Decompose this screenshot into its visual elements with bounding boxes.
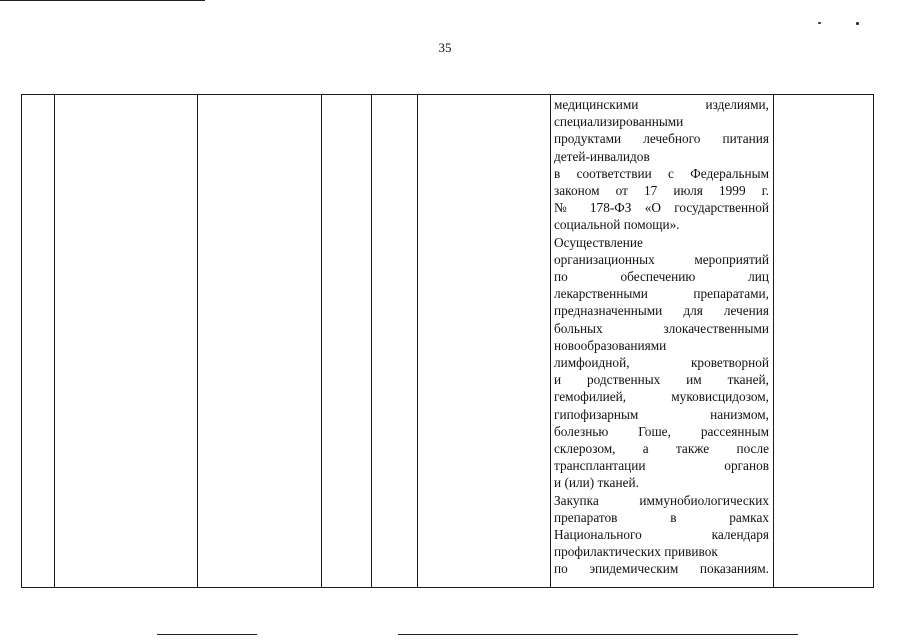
content-line: по обеспечению лиц [554,269,769,285]
content-line: специализированными [554,114,684,130]
content-line: болезнью Гоше, рассеянным [554,423,769,439]
content-line: и (или) тканей. [554,475,639,491]
content-line: лекарственными препаратами, [554,286,769,302]
content-line: медицинскими изделиями, [554,97,769,112]
table-cell-empty [774,95,874,588]
content-line: организационных мероприятий [554,251,769,267]
scan-mark [856,22,859,25]
content-text [551,95,773,578]
content-line: Национального календаря [554,527,769,543]
content-line: препаратов в рамках [554,509,769,525]
table-cell-empty [322,95,372,588]
content-line: гипофизарным нанизмом, [554,406,769,422]
content-line: продуктами лечебного питания [554,131,769,147]
table-cell-empty [22,95,55,588]
table-cell-content [551,95,774,588]
scan-mark [818,22,821,24]
table-cell-empty [198,95,322,588]
content-line: профилактических прививок [554,544,718,560]
content-line: больных злокачественными [554,320,769,336]
document-table [21,94,874,588]
content-line: предназначенными для лечения [554,303,769,319]
content-line: социальной помощи». [554,217,680,233]
content-line: и родственных им тканей, [554,372,769,388]
content-line: трансплантации органов [554,458,769,474]
table-cell-empty [55,95,198,588]
scan-top-edge-line [0,0,205,1]
content-line: новообразованиями [554,337,667,353]
content-line: в соответствии с Федеральным [554,165,769,181]
table-cell-empty [372,95,418,588]
scan-bottom-line [398,634,798,635]
page-number: 35 [438,40,452,55]
content-line: Закупка иммунобиологических [554,492,769,508]
content-line: № 178-ФЗ «О государственной [554,200,769,216]
table-cell-empty [418,95,551,588]
content-line: гемофилией, муковисцидозом, [554,389,769,405]
content-line: Осуществление [554,234,643,250]
content-line: по эпидемическим показаниям. [554,561,769,577]
content-line: детей-инвалидов [554,148,650,164]
scan-bottom-line [157,634,257,635]
content-line: лимфоидной, кроветворной [554,355,769,371]
table-row [22,95,874,588]
content-line: склерозом, а также после [554,441,769,457]
content-line: законом от 17 июля 1999 г. [554,183,769,199]
